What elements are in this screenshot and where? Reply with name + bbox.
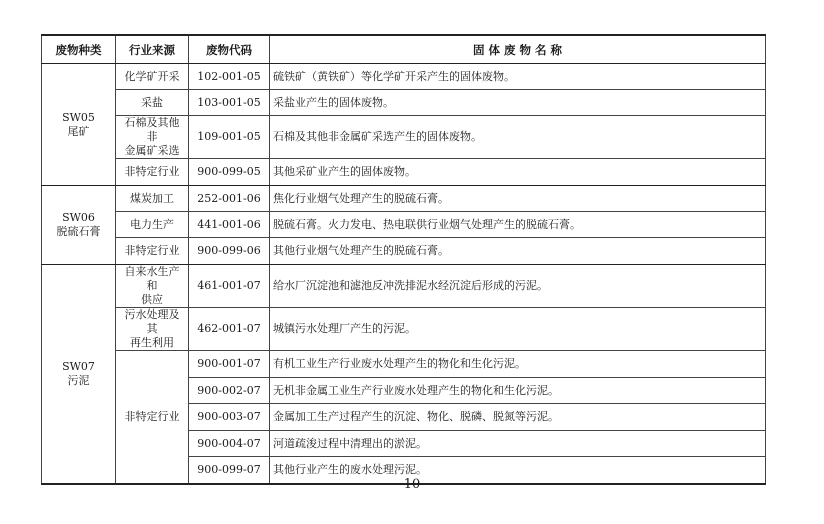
page-number: 10 xyxy=(403,477,421,492)
code-cell: 441-001-06 xyxy=(189,212,270,238)
name-cell: 其他采矿业产生的固体废物。 xyxy=(270,159,766,186)
name-cell: 采盐业产生的固体废物。 xyxy=(270,90,766,116)
table-row xyxy=(42,159,766,186)
name-cell: 其他行业烟气处理产生的脱硫石膏。 xyxy=(270,238,766,265)
category-code: SW07 xyxy=(62,359,95,373)
code-cell: 900-001-07 xyxy=(189,351,270,378)
category-cell xyxy=(42,64,116,186)
name-cell: 金属加工生产过程产生的沉淀、物化、脱磷、脱氮等污泥。 xyxy=(270,404,766,431)
name-cell: 硫铁矿（黄铁矿）等化学矿开采产生的固体废物。 xyxy=(270,64,766,90)
industry-cell: 采盐 xyxy=(116,90,189,116)
category-label: 脱硫石膏 xyxy=(56,225,101,238)
table-row xyxy=(42,90,766,116)
industry-cell: 煤炭加工 xyxy=(116,186,189,212)
category-code: SW05 xyxy=(62,110,95,124)
industry-cell: 非特定行业 xyxy=(116,351,189,484)
header-industry: 行业来源 xyxy=(116,35,189,64)
name-cell: 有机工业生产行业废水处理产生的物化和生化污泥。 xyxy=(270,351,766,378)
name-cell: 给水厂沉淀池和滤池反冲洗排泥水经沉淀后形成的污泥。 xyxy=(270,265,766,308)
industry-line-1: 石棉及其他非 xyxy=(124,116,180,143)
code-cell: 900-002-07 xyxy=(189,378,270,404)
industry-cell: 非特定行业 xyxy=(116,238,189,265)
code-cell: 102-001-05 xyxy=(189,64,270,90)
industry-cell: 化学矿开采 xyxy=(116,64,189,90)
industry-line-1: 污水处理及其 xyxy=(124,308,180,335)
industry-line-2: 供应 xyxy=(141,293,163,306)
table-row xyxy=(42,186,766,212)
category-label: 尾矿 xyxy=(67,124,90,138)
table-row xyxy=(42,238,766,265)
table-row xyxy=(42,265,766,308)
page-footer xyxy=(0,477,824,492)
category-code: SW06 xyxy=(62,211,95,224)
name-cell: 其他行业产生的废水处理污泥。 xyxy=(270,457,766,484)
industry-line-1: 自来水生产和 xyxy=(124,265,180,292)
industry-line-2: 再生利用 xyxy=(130,336,174,349)
code-cell: 462-001-07 xyxy=(189,308,270,351)
name-cell: 城镇污水处理厂产生的污泥。 xyxy=(270,308,766,351)
code-cell: 900-099-06 xyxy=(189,238,270,265)
table-row xyxy=(42,64,766,90)
industry-cell: 非特定行业 xyxy=(116,159,189,186)
code-cell: 900-099-05 xyxy=(189,159,270,186)
footer-dash-right xyxy=(428,484,444,485)
code-cell: 900-004-07 xyxy=(189,431,270,457)
table-row xyxy=(42,212,766,238)
header-category: 废物种类 xyxy=(42,35,116,64)
waste-table xyxy=(41,34,766,485)
name-cell: 河道疏浚过程中清理出的淤泥。 xyxy=(270,431,766,457)
industry-cell xyxy=(116,308,189,351)
header-name: 固 体 废 物 名 称 xyxy=(270,35,766,64)
footer-dash-left xyxy=(380,484,396,485)
code-cell: 109-001-05 xyxy=(189,116,270,159)
code-cell: 900-003-07 xyxy=(189,404,270,431)
industry-cell xyxy=(116,265,189,308)
name-cell: 脱硫石膏。火力发电、热电联供行业烟气处理产生的脱硫石膏。 xyxy=(270,212,766,238)
category-cell xyxy=(42,186,116,265)
name-cell: 焦化行业烟气处理产生的脱硫石膏。 xyxy=(270,186,766,212)
category-cell xyxy=(42,265,116,484)
industry-cell xyxy=(116,116,189,159)
industry-line-2: 金属矿采选 xyxy=(124,144,180,157)
code-cell: 103-001-05 xyxy=(189,90,270,116)
industry-cell: 电力生产 xyxy=(116,212,189,238)
code-cell: 252-001-06 xyxy=(189,186,270,212)
code-cell: 900-099-07 xyxy=(189,457,270,484)
name-cell: 无机非金属工业生产行业废水处理产生的物化和生化污泥。 xyxy=(270,378,766,404)
name-cell: 石棉及其他非金属矿采选产生的固体废物。 xyxy=(270,116,766,159)
header-code: 废物代码 xyxy=(189,35,270,64)
table-row xyxy=(42,116,766,159)
table-row xyxy=(42,308,766,351)
code-cell: 461-001-07 xyxy=(189,265,270,308)
category-label: 污泥 xyxy=(67,373,90,387)
table-row xyxy=(42,351,766,378)
